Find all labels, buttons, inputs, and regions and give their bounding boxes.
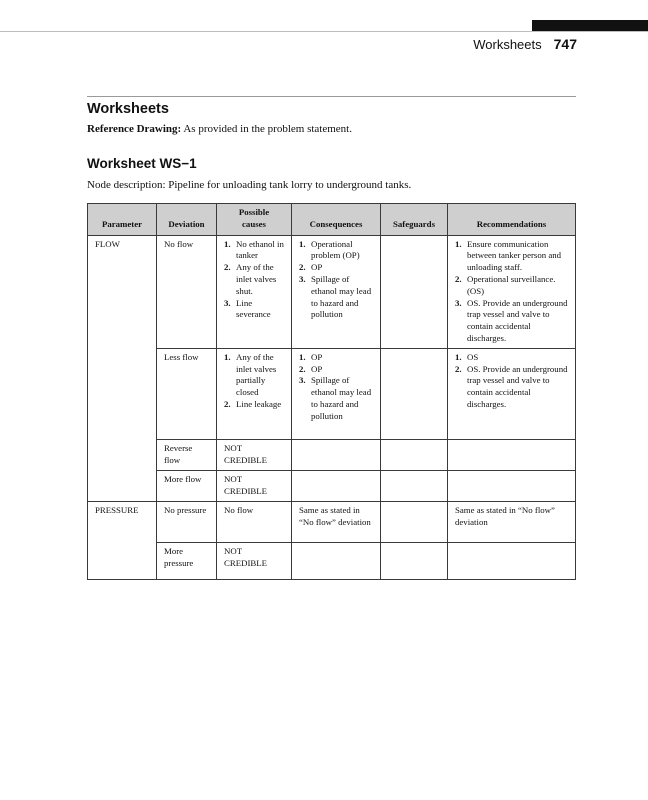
list-item: 2. OS. Provide an underground trap vessel and valve to contain accidental discharges. <box>455 363 568 409</box>
running-head-title: Worksheets <box>473 37 542 52</box>
header-bar-decoration <box>532 20 648 31</box>
table-row <box>88 348 576 439</box>
cell-deviation: More flow <box>157 470 217 501</box>
list-item: 1. Any of the inlet valves partially closed <box>224 351 277 398</box>
cell-safeguards <box>381 348 448 439</box>
list-item: 2. OP <box>299 363 323 374</box>
cell-deviation: Reverse flow <box>157 439 217 470</box>
cell-parameter <box>88 542 157 579</box>
cell-consequences <box>292 235 381 348</box>
table-row <box>88 439 576 470</box>
cell-consequences <box>292 348 381 439</box>
cell-deviation: More pressure <box>157 542 217 579</box>
cell-consequences <box>292 542 381 579</box>
header-causes-line2: causes <box>242 218 266 229</box>
list-item: 3. Line severance <box>224 297 271 320</box>
worksheet-title: Worksheet WS−1 <box>87 156 197 171</box>
cell-consequences: Same as stated in “No flow” deviation <box>292 501 381 542</box>
cell-recommendations <box>448 235 576 348</box>
cell-safeguards <box>381 235 448 348</box>
cell-parameter <box>88 470 157 501</box>
cell-consequences <box>292 470 381 501</box>
list-item: 1. OS <box>455 351 479 362</box>
reference-label: Reference Drawing: <box>87 123 182 135</box>
list-item: 1. OP <box>299 351 323 362</box>
cell-safeguards <box>381 470 448 501</box>
table-header-row <box>88 204 576 236</box>
cell-parameter: PRESSURE <box>88 501 157 542</box>
section-rule <box>87 96 576 97</box>
list-item: 2. Operational surveillance. (OS) <box>455 273 556 296</box>
cell-parameter <box>88 348 157 439</box>
cell-safeguards <box>381 439 448 470</box>
section-title: Worksheets <box>87 101 169 117</box>
cell-deviation: Less flow <box>157 348 217 439</box>
header-consequences: Consequences <box>292 204 381 236</box>
page-number: 747 <box>553 36 577 52</box>
cell-safeguards <box>381 501 448 542</box>
list-item: 1. Operational problem (OP) <box>299 238 360 261</box>
header-recommendations: Recommendations <box>448 204 576 236</box>
list-item: 1. Ensure communication between tanker person and unloading staff. <box>455 238 562 273</box>
header-possible-causes <box>217 204 292 236</box>
header-rule <box>0 31 648 32</box>
cell-deviation: No pressure <box>157 501 217 542</box>
header-safeguards: Safeguards <box>381 204 448 236</box>
header-causes-line1: Possible <box>238 207 270 217</box>
cell-causes: NOT CREDIBLE <box>217 542 292 579</box>
reference-text: As provided in the problem statement. <box>183 123 352 135</box>
table-row <box>88 501 576 542</box>
cell-recommendations <box>448 348 576 439</box>
list-item: 3. Spillage of ethanol may lead to hazard and pollution <box>299 273 372 320</box>
reference-drawing-line <box>87 123 352 135</box>
cell-causes <box>217 348 292 439</box>
list-item: 3. Spillage of ethanol may lead to hazard and pollution <box>299 375 372 421</box>
table-row <box>88 235 576 348</box>
table-row <box>88 542 576 579</box>
cell-parameter <box>88 439 157 470</box>
list-item: 2. OP <box>299 262 323 273</box>
hazop-worksheet-table <box>87 203 576 580</box>
cell-recommendations <box>448 439 576 470</box>
header-parameter: Parameter <box>88 204 157 236</box>
list-item: 2. Line leakage <box>224 398 282 409</box>
cell-safeguards <box>381 542 448 579</box>
cell-consequences <box>292 439 381 470</box>
cell-recommendations <box>448 470 576 501</box>
node-description: Node description: Pipeline for unloading tank lorry to underground tanks. <box>87 179 412 191</box>
table-row <box>88 470 576 501</box>
list-item: 1. No ethanol in tanker <box>224 238 284 261</box>
cell-recommendations: Same as stated in “No flow” deviation <box>448 501 576 542</box>
cell-causes <box>217 235 292 348</box>
list-item: 2. Any of the inlet valves shut. <box>224 262 277 296</box>
cell-recommendations <box>448 542 576 579</box>
cell-deviation: No flow <box>157 235 217 348</box>
cell-causes: NOT CREDIBLE <box>217 470 292 501</box>
cell-parameter: FLOW <box>88 235 157 348</box>
cell-causes: No flow <box>217 501 292 542</box>
running-head <box>473 36 577 54</box>
header-deviation: Deviation <box>157 204 217 236</box>
list-item: 3. OS. Provide an underground trap vessel and valve to contain accidental discharges. <box>455 297 568 343</box>
cell-causes: NOT CREDIBLE <box>217 439 292 470</box>
